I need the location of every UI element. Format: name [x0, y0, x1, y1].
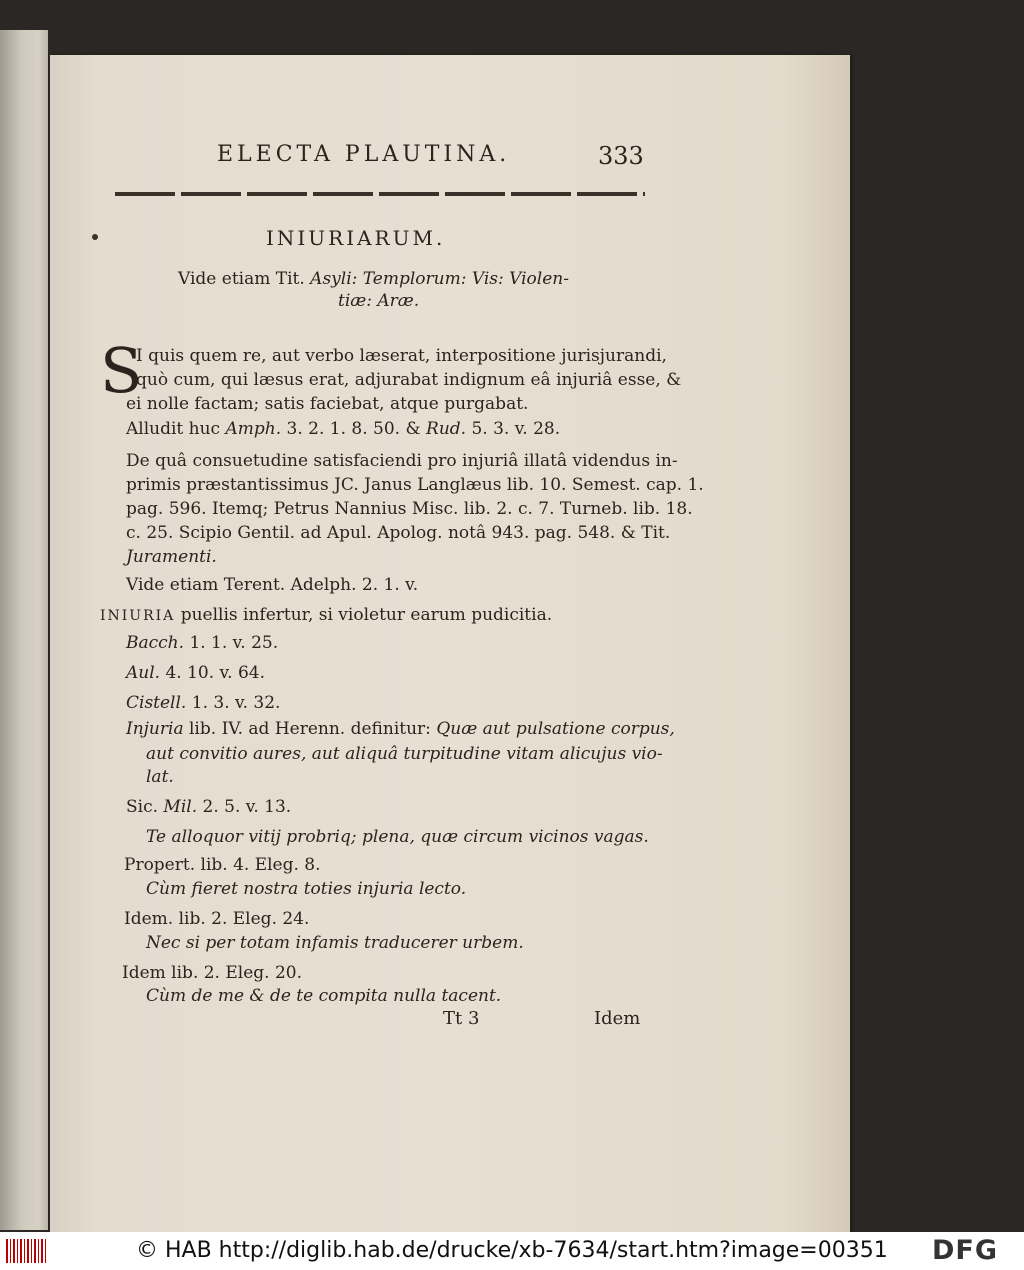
- see-also-titles: Asyli: Templorum: Vis: Violen-: [310, 269, 569, 289]
- injuria-quote-1: Quæ aut pulsatione corpus,: [436, 719, 675, 739]
- sic-line: [126, 796, 291, 818]
- margin-dot: [92, 234, 98, 240]
- ref-line-3: [126, 692, 280, 714]
- alludit-pre: Alludit huc: [126, 419, 221, 439]
- idem1-ref: Idem. lib. 2. Eleg. 24.: [124, 909, 310, 929]
- iniuria-rest: puellis infertur, si violetur earum pudicitia.: [180, 605, 553, 625]
- deqa-line3: pag. 596. Itemq; Petrus Nannius Misc. lib. 2. c. 7. Turneb. lib. 18.: [126, 499, 693, 519]
- copyright-url: © HAB http://diglib.hab.de/drucke/xb-7634/start.htm?image=00351: [136, 1238, 888, 1263]
- injuria-def-line3: lat.: [146, 767, 174, 787]
- dfg-logo: DFG: [932, 1235, 999, 1266]
- alludit-loc-1: 3. 2. 1. 8. 50. &: [286, 419, 421, 439]
- alludit-work-2: Rud.: [426, 419, 467, 439]
- catchword: Idem: [594, 1008, 641, 1029]
- see-also-line-1: [178, 268, 569, 290]
- injuria-def-line1: [126, 718, 675, 740]
- injuria-word: Injuria: [126, 719, 184, 739]
- running-head: ELECTA PLAUTINA.: [217, 142, 511, 167]
- sic-work: Mil.: [163, 797, 198, 817]
- sic-quote: Te alloquor vitij probriq; plena, quæ circum vicinos vagas.: [146, 827, 649, 847]
- header-rule: [115, 192, 645, 196]
- ref-work: Bacch.: [126, 633, 185, 653]
- vide-terent: Vide etiam Terent. Adelph. 2. 1. v.: [126, 575, 419, 595]
- injuria-source: lib. IV. ad Herenn. definitur:: [189, 719, 431, 739]
- para1-line1: I quis quem re, aut verbo læserat, interpositione jurisjurandi,: [136, 346, 667, 366]
- see-also-line-2: tiæ: Aræ.: [338, 291, 420, 311]
- previous-page-edge: [0, 30, 48, 1230]
- drop-cap: S: [100, 334, 143, 407]
- ref-loc: 4. 10. v. 64.: [165, 663, 265, 683]
- iniuria-line: [100, 604, 552, 627]
- ref-loc: 1. 1. v. 25.: [189, 633, 279, 653]
- deqa-line5: Juramenti.: [126, 547, 217, 567]
- alludit-line: [126, 418, 560, 440]
- page-number: 333: [598, 142, 644, 170]
- para1-line3: ei nolle factam; satis faciebat, atque purgabat.: [126, 394, 529, 414]
- deqa-line2: primis præstantissimus JC. Janus Langlæus lib. 10. Semest. cap. 1.: [126, 475, 704, 495]
- propert-ref: Propert. lib. 4. Eleg. 8.: [124, 855, 321, 875]
- ref-loc: 1. 3. v. 32.: [191, 693, 281, 713]
- ref-work: Aul.: [126, 663, 161, 683]
- ref-work: Cistell.: [126, 693, 187, 713]
- deqa-line1: De quâ consuetudine satisfaciendi pro injuriâ illatâ videndus in-: [126, 451, 678, 471]
- alludit-loc-2: 5. 3. v. 28.: [471, 419, 561, 439]
- section-heading: INIURIARUM.: [266, 226, 446, 250]
- para1-line2: quò cum, qui læsus erat, adjurabat indignum eâ injuriâ esse, &: [136, 370, 682, 390]
- injuria-def-line2: aut convitio aures, aut aliquâ turpitudine vitam alicujus vio-: [146, 744, 663, 764]
- footer-bar: [0, 1232, 1024, 1270]
- deqa-line4: c. 25. Scipio Gentil. ad Apul. Apolog. notâ 943. pag. 548. & Tit.: [126, 523, 671, 543]
- idem1-quote: Nec si per totam infamis traducerer urbem.: [146, 933, 524, 953]
- propert-quote: Cùm fieret nostra toties injuria lecto.: [146, 879, 467, 899]
- sic-pre: Sic.: [126, 797, 159, 817]
- ref-line-1: [126, 632, 278, 654]
- see-also-prefix: Vide etiam Tit.: [178, 269, 305, 289]
- sic-loc: 2. 5. v. 13.: [202, 797, 292, 817]
- iniuria-caps: INIURIA: [100, 608, 176, 624]
- ref-line-2: [126, 662, 265, 684]
- signature-mark: Tt 3: [443, 1008, 480, 1029]
- idem2-ref: Idem lib. 2. Eleg. 20.: [122, 963, 303, 983]
- idem2-quote: Cùm de me & de te compita nulla tacent.: [146, 986, 502, 1006]
- alludit-work-1: Amph.: [225, 419, 282, 439]
- hab-barcode-icon: [6, 1239, 46, 1263]
